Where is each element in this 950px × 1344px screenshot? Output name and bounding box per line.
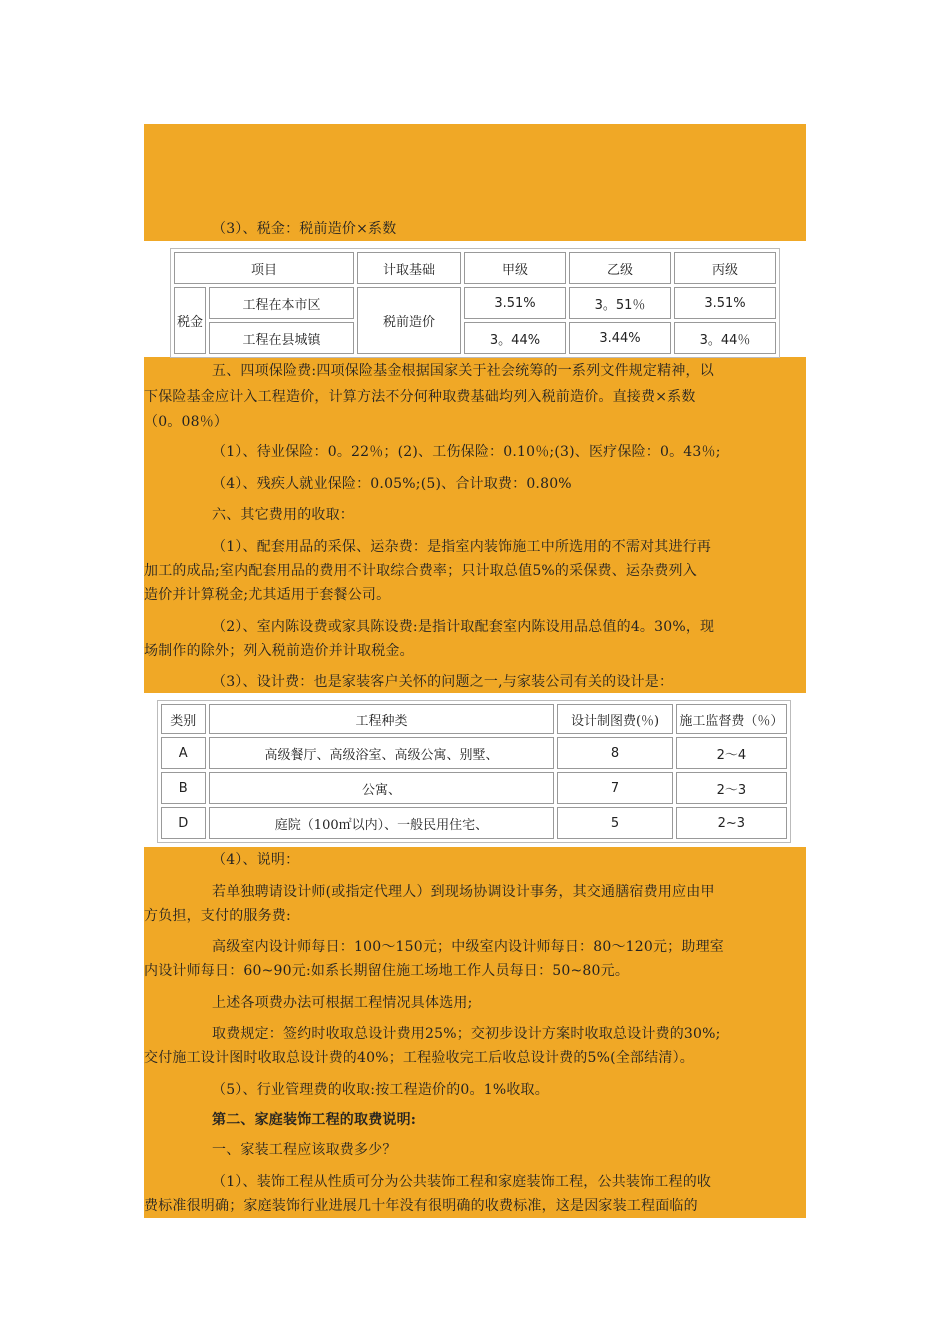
tax-header-item: 项目	[174, 252, 354, 284]
insurance-line-4: （1）、待业保险：0。22％；(2)、工伤保险：0.10％;(3)、医疗保险：0。43％;	[212, 444, 721, 460]
tax-cell: 3。44％	[674, 322, 776, 354]
design-cell: 公寓、	[209, 772, 555, 804]
insurance-line-3: （0。08％）	[144, 414, 229, 430]
notes-p4-line-2: 交付施工设计图时收取总设计费的40%；工程验收完工后收总设计费的5%(全部结清）。	[144, 1050, 694, 1066]
design-cell: 2~3	[676, 807, 787, 839]
design-cell: 8	[557, 737, 672, 769]
notes-p2-line-2: 内设计师每日：60~90元:如系长期留住施工场地工作人员每日：50~80元。	[144, 963, 630, 979]
tax-cell: 3.51%	[674, 287, 776, 319]
design-cell: 庭院（100㎡以内）、一般民用住宅、	[209, 807, 555, 839]
tax-header-basis: 计取基础	[357, 252, 461, 284]
notes-p1-line-2: 方负担，支付的服务费:	[144, 908, 291, 924]
other-p2-line-1: （2）、室内陈设费或家具陈设费:是指计取配套室内陈设用品总值的4。30%，现	[212, 619, 715, 635]
tax-header-grade-a: 甲级	[464, 252, 566, 284]
design-cell: B	[161, 772, 206, 804]
notes-p2-line-1: 高级室内设计师每日：100～150元；中级室内设计师每日：80～120元；助理室	[212, 939, 724, 955]
insurance-line-5: （4）、残疾人就业保险：0.05%;(5)、合计取费：0.80%	[212, 476, 572, 492]
notes-p4-line-1: 取费规定：签约时收取总设计费用25%；交初步设计方案时收取总设计费的30%;	[212, 1026, 721, 1042]
insurance-line-2: 下保险基金应计入工程造价，计算方法不分何种取费基础均列入税前造价。直接费×系数	[144, 389, 696, 405]
tax-heading: （3）、税金：税前造价×系数	[212, 221, 397, 237]
tax-cell: 3。51％	[569, 287, 671, 319]
part2-question: 一、家装工程应该取费多少？	[212, 1142, 397, 1158]
design-header-category: 类别	[161, 704, 206, 734]
tax-row-item: 工程在县城镇	[209, 322, 354, 354]
design-cell: 5	[557, 807, 672, 839]
tax-group-label: 税金	[174, 287, 206, 354]
design-header-type: 工程种类	[209, 704, 555, 734]
other-p2-line-2: 场制作的除外；列入税前造价并计取税金。	[144, 643, 414, 659]
other-fees-heading: 六、其它费用的收取：	[212, 507, 354, 523]
design-cell: 2～4	[676, 737, 787, 769]
notes-p5: （5）、行业管理费的收取:按工程造价的0。1%收取。	[212, 1082, 549, 1098]
insurance-line-1: 五、四项保险费:四项保险基金根据国家关于社会统筹的一系列文件规定精神，以	[212, 363, 714, 379]
notes-p1-line-1: 若单独聘请设计师(或指定代理人）到现场协调设计事务，其交通膳宿费用应由甲	[212, 884, 715, 900]
design-header-drawing-fee: 设计制图费(％)	[557, 704, 672, 734]
tax-header-grade-b: 乙级	[569, 252, 671, 284]
part2-heading: 第二、家庭装饰工程的取费说明:	[212, 1112, 417, 1128]
other-p1-line-2: 加工的成品;室内配套用品的费用不计取综合费率；只计取总值5%的采保费、运杂费列入	[144, 563, 697, 579]
design-cell: 2～3	[676, 772, 787, 804]
other-p1-line-3: 造价并计算税金;尤其适用于套餐公司。	[144, 587, 391, 603]
tax-header-grade-c: 丙级	[674, 252, 776, 284]
part2-p1-line-1: （1）、装饰工程从性质可分为公共装饰工程和家庭装饰工程，公共装饰工程的收	[212, 1174, 712, 1190]
tax-cell: 3.44%	[569, 322, 671, 354]
design-header-supervision-fee: 施工监督费（％）	[676, 704, 787, 734]
other-p3: （3）、设计费：也是家装客户关怀的问题之一,与家装公司有关的设计是：	[212, 674, 674, 690]
other-p1-line-1: （1）、配套用品的采保、运杂费：是指室内装饰施工中所选用的不需对其进行再	[212, 539, 712, 555]
tax-cell: 3。44%	[464, 322, 566, 354]
notes-p3: 上述各项费办法可根据工程情况具体选用;	[212, 995, 473, 1011]
notes-heading: （4）、说明：	[212, 852, 300, 868]
tax-cell: 3.51%	[464, 287, 566, 319]
tax-table	[170, 248, 780, 358]
design-cell: D	[161, 807, 206, 839]
tax-row-item: 工程在本市区	[209, 287, 354, 319]
design-cell: 7	[557, 772, 672, 804]
part2-p1-line-2: 费标准很明确；家庭装饰行业进展几十年没有很明确的收费标准，这是因家装工程面临的	[144, 1198, 698, 1214]
design-cell: A	[161, 737, 206, 769]
design-cell: 高级餐厅、高级浴室、高级公寓、别墅、	[209, 737, 555, 769]
design-fee-table	[157, 700, 791, 843]
tax-basis-cell: 税前造价	[357, 287, 461, 354]
